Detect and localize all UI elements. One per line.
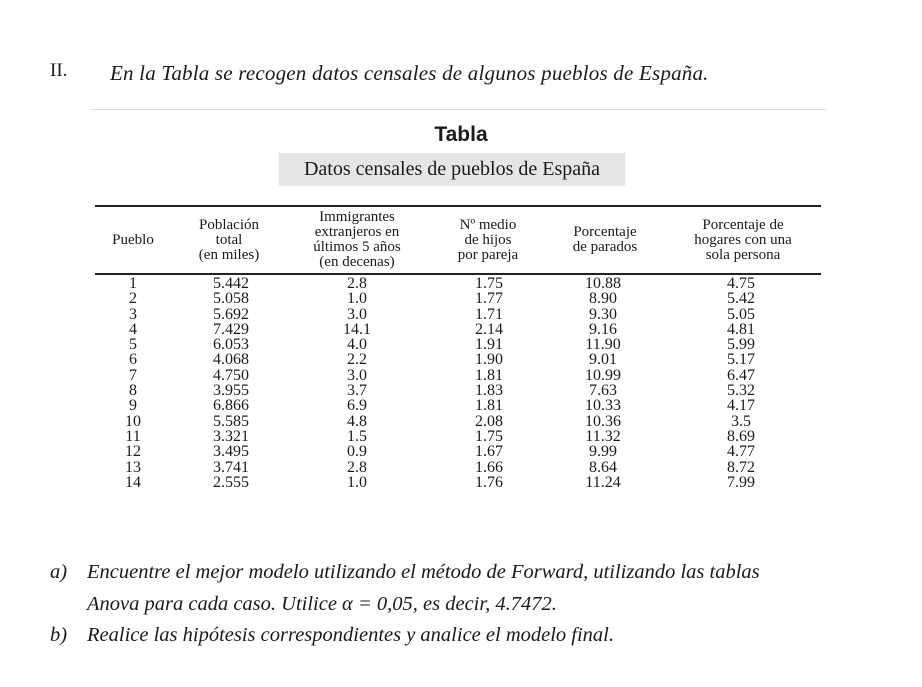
table-cell-poblacion: 5.058 [213, 290, 249, 308]
table-cell-poblacion: 5.442 [213, 275, 249, 292]
table-cell-poblacion: 4.750 [213, 366, 249, 384]
table-cell-inmigrantes: 4.8 [347, 412, 367, 430]
table-cell-hogares: 4.81 [727, 320, 755, 338]
table-cell-poblacion: 3.495 [213, 443, 249, 461]
intro-text: En la Tabla se recogen datos censales de algunos pueblos de España. [110, 61, 709, 85]
table-cell-hijos: 2.08 [475, 412, 503, 430]
table-cell-inmigrantes: 4.0 [347, 336, 367, 354]
table-cell-hogares: 6.47 [727, 366, 755, 384]
table-cell-hijos: 1.76 [475, 473, 503, 491]
column-parados [568, 276, 638, 490]
table-cell-inmigrantes: 2.2 [347, 351, 367, 369]
question-a-label: a) [50, 561, 68, 583]
table-cell-hogares: 4.75 [727, 275, 755, 292]
table-cell-parados: 9.16 [589, 320, 617, 338]
column-hijos [454, 276, 524, 490]
table-cell-pueblo: 2 [129, 290, 137, 308]
table-cell-pueblo: 14 [125, 473, 141, 491]
table-cell-pueblo: 12 [125, 443, 141, 461]
table-title: Tabla [434, 123, 488, 146]
table-cell-parados: 7.63 [589, 382, 617, 400]
table-cell-pueblo: 6 [129, 351, 137, 369]
table-cell-parados: 9.30 [589, 305, 617, 323]
table-cell-pueblo: 4 [129, 320, 137, 338]
table-cell-parados: 10.36 [585, 412, 621, 430]
table-cell-hogares: 5.42 [727, 290, 755, 308]
table-cell-hijos: 1.75 [475, 427, 503, 445]
column-pueblo [110, 276, 156, 490]
table-cell-pueblo: 8 [129, 382, 137, 400]
table-cell-poblacion: 3.955 [213, 382, 249, 400]
table-cell-hijos: 1.91 [475, 336, 503, 354]
table-cell-poblacion: 3.321 [213, 427, 249, 445]
divider [90, 109, 826, 110]
table-cell-inmigrantes: 0.9 [347, 443, 367, 461]
header-inmigrantes: Immigrantes extranjeros en últimos 5 años (en decenas) [313, 209, 401, 270]
table-cell-hijos: 1.81 [475, 397, 503, 415]
table-cell-hijos: 1.77 [475, 290, 503, 308]
question-a-line1: Encuentre el mejor modelo utilizando el método de Forward, utilizando las tablas [87, 561, 760, 583]
table-cell-hijos: 1.75 [475, 275, 503, 292]
table-cell-poblacion: 7.429 [213, 320, 249, 338]
column-poblacion [196, 276, 266, 490]
table-cell-parados: 8.90 [589, 290, 617, 308]
table-cell-hijos: 1.81 [475, 366, 503, 384]
table-cell-poblacion: 4.068 [213, 351, 249, 369]
question-b-label: b) [50, 624, 68, 646]
table-cell-poblacion: 5.585 [213, 412, 249, 430]
table-cell-inmigrantes: 1.5 [347, 427, 367, 445]
table-cell-parados: 10.33 [585, 397, 621, 415]
table-cell-hijos: 2.14 [475, 320, 503, 338]
table-cell-hogares: 8.72 [727, 458, 755, 476]
column-hogares [706, 276, 776, 490]
table-cell-inmigrantes: 1.0 [347, 473, 367, 491]
question-a-line2: Anova para cada caso. Utilice α = 0,05, es decir, 4.7472. [87, 593, 557, 615]
table-cell-inmigrantes: 3.7 [347, 382, 367, 400]
table-cell-hogares: 7.99 [727, 473, 755, 491]
table-cell-inmigrantes: 2.8 [347, 458, 367, 476]
table-cell-poblacion: 3.741 [213, 458, 249, 476]
table-cell-pueblo: 13 [125, 458, 141, 476]
table-cell-parados: 8.64 [589, 458, 617, 476]
table-cell-inmigrantes: 2.8 [347, 275, 367, 292]
table-cell-hogares: 4.17 [727, 397, 755, 415]
table-cell-inmigrantes: 14.1 [343, 320, 371, 338]
table-cell-pueblo: 10 [125, 412, 141, 430]
table-cell-poblacion: 6.053 [213, 336, 249, 354]
table-cell-hogares: 5.17 [727, 351, 755, 369]
table-cell-hijos: 1.67 [475, 443, 503, 461]
table-cell-parados: 10.99 [585, 366, 621, 384]
table-cell-hogares: 5.05 [727, 305, 755, 323]
table-header-rule [95, 273, 821, 275]
table-cell-parados: 10.88 [585, 275, 621, 292]
table-cell-hijos: 1.83 [475, 382, 503, 400]
table-cell-pueblo: 3 [129, 305, 137, 323]
table-cell-parados: 9.01 [589, 351, 617, 369]
table-cell-parados: 9.99 [589, 443, 617, 461]
table-cell-inmigrantes: 3.0 [347, 366, 367, 384]
table-cell-hogares: 8.69 [727, 427, 755, 445]
table-cell-pueblo: 11 [125, 427, 141, 445]
header-hijos: Nº medio de hijos por pareja [457, 216, 519, 263]
table-cell-hijos: 1.71 [475, 305, 503, 323]
table-cell-hijos: 1.66 [475, 458, 503, 476]
section-number: II. [50, 60, 68, 81]
table-cell-parados: 11.32 [585, 427, 621, 445]
table-cell-hogares: 5.99 [727, 336, 755, 354]
table-cell-pueblo: 7 [129, 366, 137, 384]
table-cell-inmigrantes: 6.9 [347, 397, 367, 415]
table-cell-poblacion: 5.692 [213, 305, 249, 323]
table-subtitle: Datos censales de pueblos de España [279, 153, 625, 186]
table-cell-hogares: 5.32 [727, 382, 755, 400]
question-b-line1: Realice las hipótesis correspondientes y analice el modelo final. [87, 624, 615, 646]
header-hogares: Porcentaje de hogares con una sola persona [694, 216, 792, 263]
table-cell-hogares: 4.77 [727, 443, 755, 461]
table-cell-hijos: 1.90 [475, 351, 503, 369]
header-parados: Porcentaje de parados [572, 224, 638, 255]
table-cell-poblacion: 6.866 [213, 397, 249, 415]
table-cell-inmigrantes: 3.0 [347, 305, 367, 323]
table-cell-pueblo: 5 [129, 336, 137, 354]
header-poblacion: Población total (en miles) [198, 216, 260, 263]
table-cell-poblacion: 2.555 [213, 473, 249, 491]
table-cell-pueblo: 1 [129, 275, 137, 292]
table-cell-parados: 11.24 [585, 473, 621, 491]
header-pueblo: Pueblo [112, 231, 154, 248]
table-cell-parados: 11.90 [585, 336, 621, 354]
table-cell-inmigrantes: 1.0 [347, 290, 367, 308]
table-cell-pueblo: 9 [129, 397, 137, 415]
column-inmigrantes [322, 276, 392, 490]
table-cell-hogares: 3.5 [731, 412, 751, 430]
